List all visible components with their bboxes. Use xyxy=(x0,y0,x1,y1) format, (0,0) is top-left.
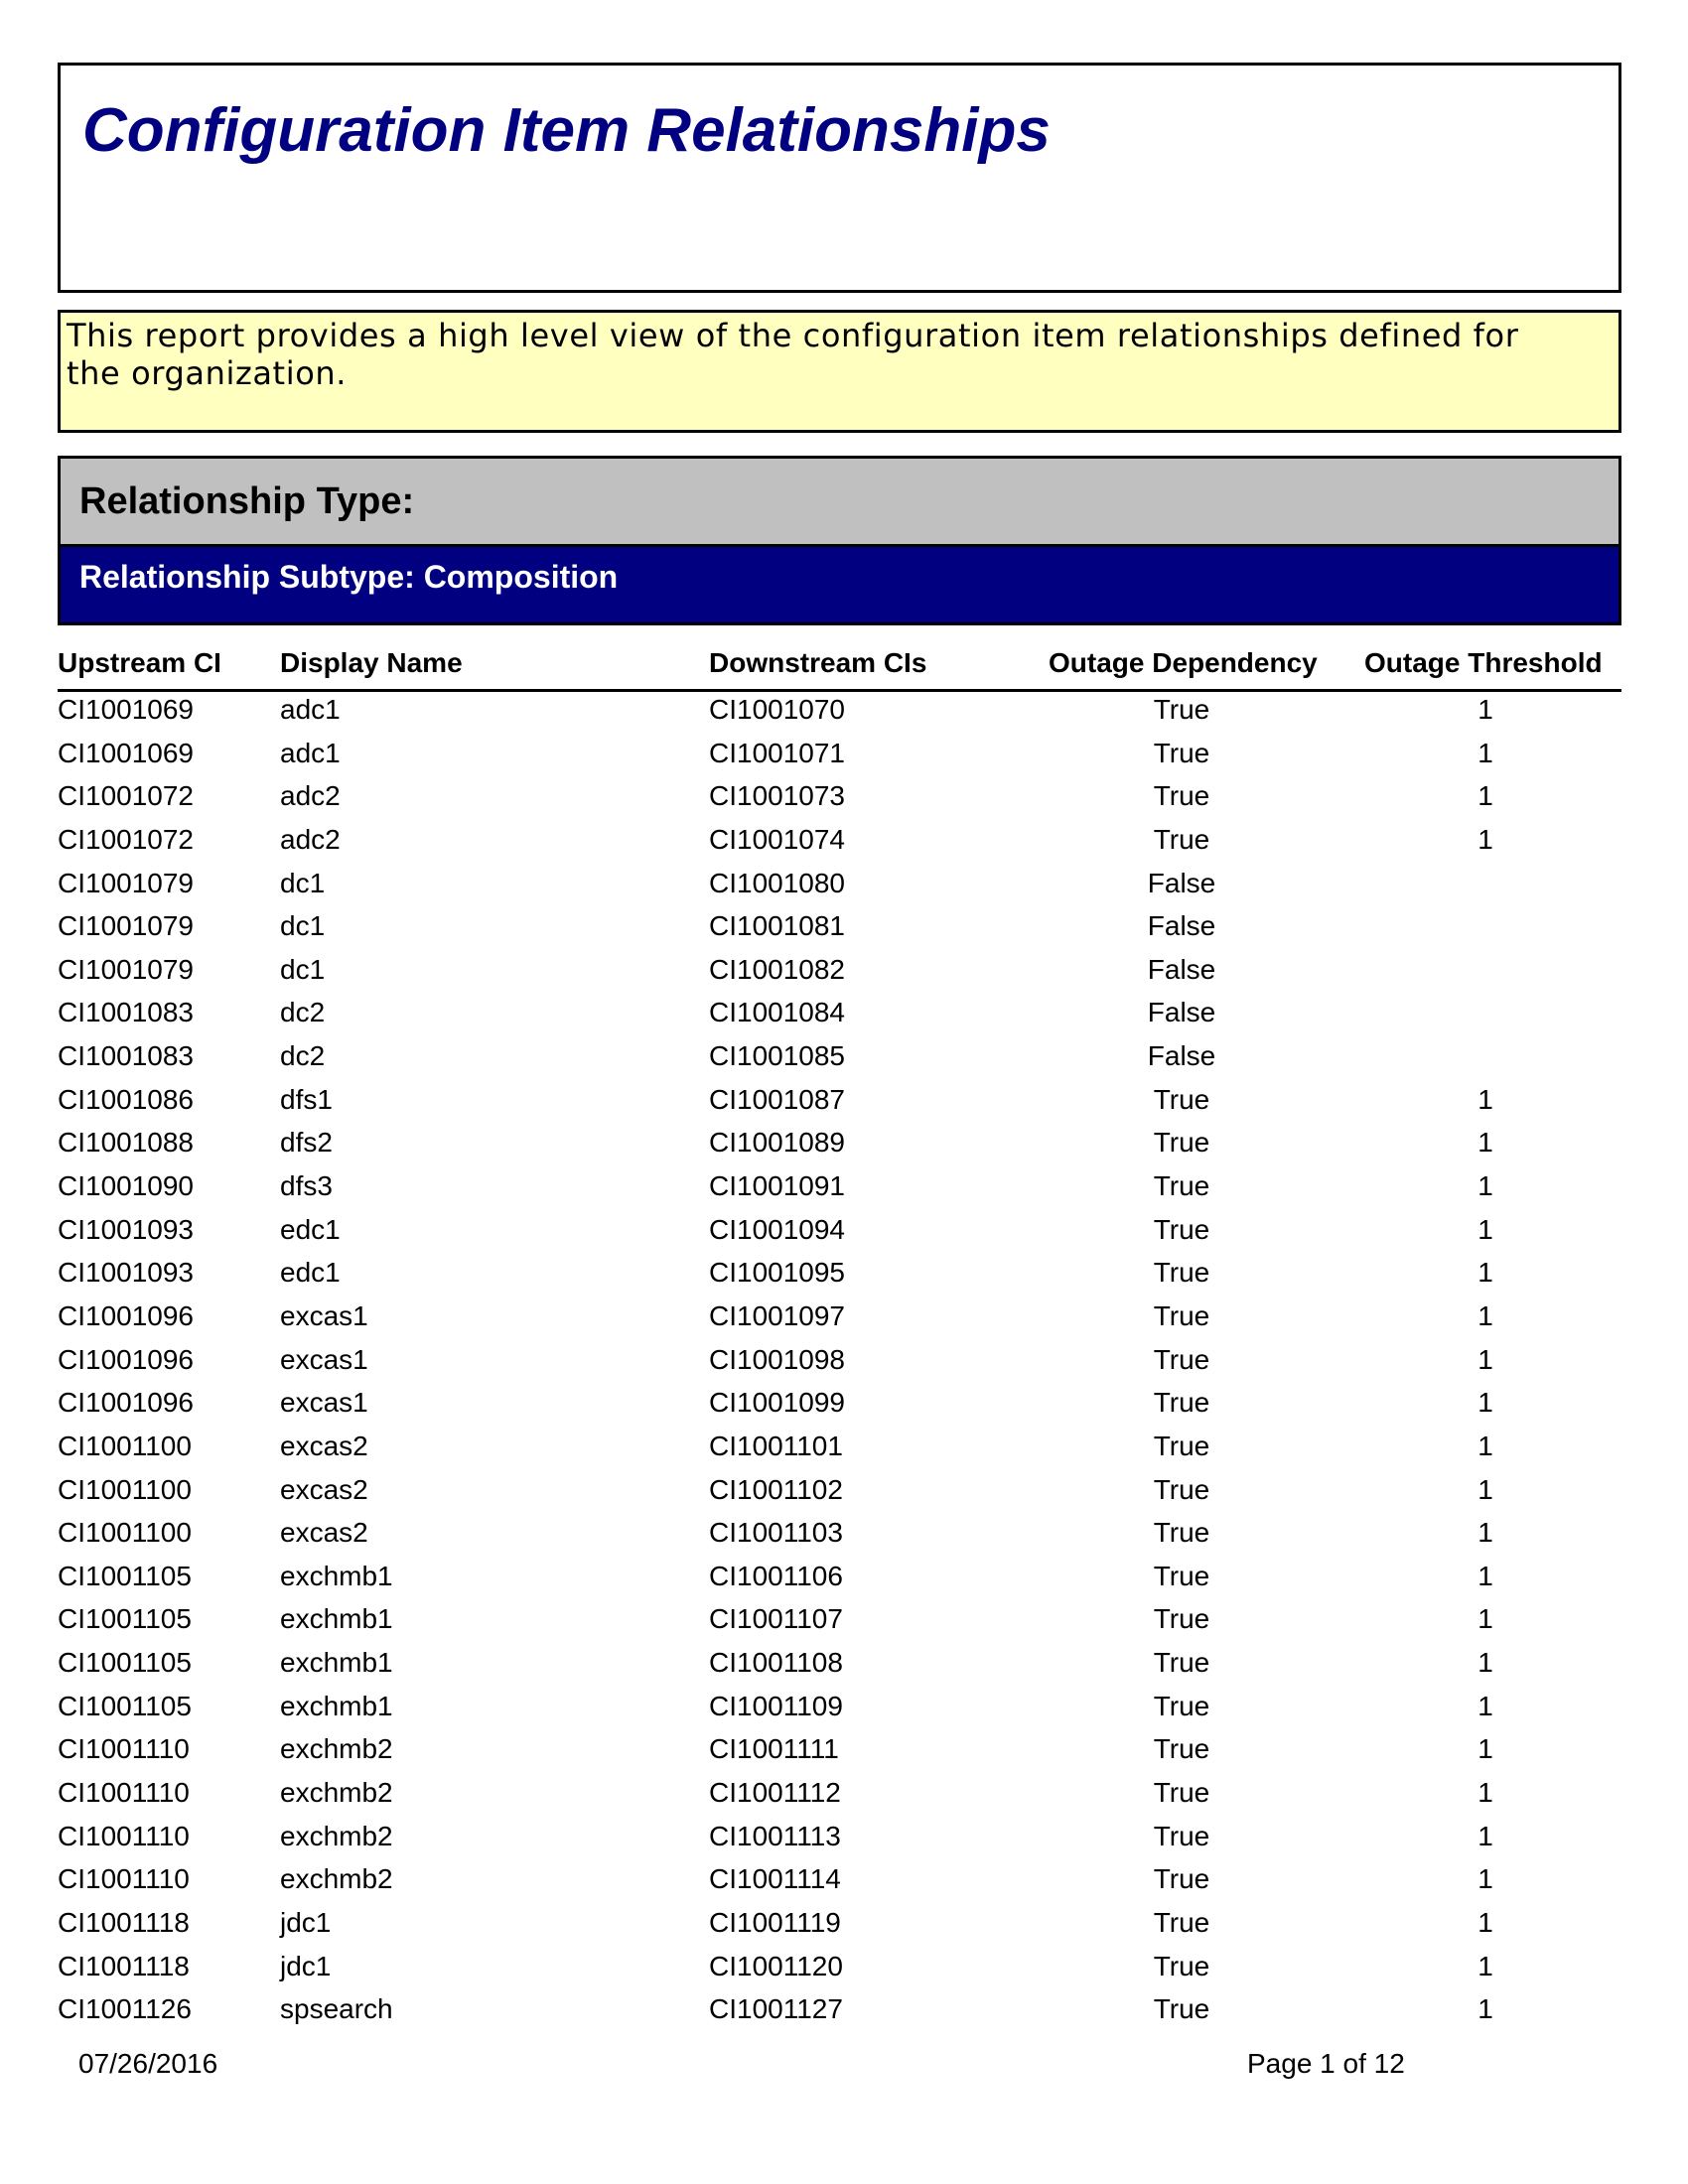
table-row xyxy=(0,1168,1688,1212)
upstream-ci-cell: CI1001069 xyxy=(58,737,195,768)
outage-dependency-cell: True xyxy=(1153,1343,1210,1375)
outage-threshold-cell: 1 xyxy=(1477,694,1493,725)
outage-dependency-cell: True xyxy=(1153,1733,1210,1765)
display-name-cell: excas2 xyxy=(280,1517,368,1549)
table-row xyxy=(0,822,1688,866)
outage-threshold-cell: 1 xyxy=(1477,737,1493,768)
downstream-ci-cell: CI1001114 xyxy=(709,1863,841,1895)
report-description: This report provides a high level view of the configuration item relationships defined for the organization. xyxy=(67,317,1519,392)
title-box xyxy=(58,63,1621,293)
display-name-cell: adc2 xyxy=(280,823,341,855)
outage-dependency-cell: True xyxy=(1153,1127,1210,1159)
upstream-ci-cell: CI1001105 xyxy=(58,1690,192,1721)
table-row xyxy=(0,1775,1688,1819)
outage-threshold-cell: 1 xyxy=(1477,1950,1493,1981)
display-name-cell: exchmb2 xyxy=(280,1863,393,1895)
display-name-cell: excas1 xyxy=(280,1299,368,1331)
footer-date: 07/26/2016 xyxy=(78,2048,218,2079)
outage-dependency-cell: True xyxy=(1153,737,1210,768)
table-row xyxy=(0,1731,1688,1775)
display-name-cell: adc2 xyxy=(280,780,341,812)
outage-dependency-cell: True xyxy=(1153,1906,1210,1938)
table-row xyxy=(0,778,1688,822)
upstream-ci-cell: CI1001079 xyxy=(58,910,195,942)
upstream-ci-cell: CI1001110 xyxy=(58,1863,190,1895)
column-header-outage-threshold: Outage Threshold xyxy=(1364,647,1603,678)
display-name-cell: adc1 xyxy=(280,737,341,768)
downstream-ci-cell: CI1001106 xyxy=(709,1560,843,1591)
downstream-ci-cell: CI1001111 xyxy=(709,1733,839,1765)
downstream-ci-cell: CI1001097 xyxy=(709,1299,846,1331)
upstream-ci-cell: CI1001079 xyxy=(58,953,195,985)
table-row xyxy=(0,1385,1688,1429)
outage-dependency-cell: True xyxy=(1153,780,1210,812)
downstream-ci-cell: CI1001080 xyxy=(709,867,846,898)
upstream-ci-cell: CI1001093 xyxy=(58,1257,195,1289)
upstream-ci-cell: CI1001100 xyxy=(58,1517,192,1549)
outage-dependency-cell: True xyxy=(1153,1430,1210,1461)
outage-threshold-cell: 1 xyxy=(1477,1127,1493,1159)
downstream-ci-cell: CI1001120 xyxy=(709,1950,843,1981)
footer-page-number: Page 1 of 12 xyxy=(1247,2048,1405,2079)
outage-threshold-cell: 1 xyxy=(1477,1257,1493,1289)
table-row xyxy=(0,1472,1688,1516)
table-row xyxy=(0,1082,1688,1126)
outage-dependency-cell: False xyxy=(1147,867,1216,898)
display-name-cell: dfs3 xyxy=(280,1170,333,1202)
outage-threshold-cell: 1 xyxy=(1477,1863,1493,1895)
table-row xyxy=(0,1601,1688,1645)
display-name-cell: excas1 xyxy=(280,1387,368,1419)
downstream-ci-cell: CI1001073 xyxy=(709,780,846,812)
outage-dependency-cell: True xyxy=(1153,1777,1210,1809)
outage-threshold-cell: 1 xyxy=(1477,1517,1493,1549)
display-name-cell: exchmb2 xyxy=(280,1733,393,1765)
table-row xyxy=(0,1515,1688,1559)
report-title: Configuration Item Relationships xyxy=(82,96,1051,165)
outage-dependency-cell: True xyxy=(1153,1213,1210,1245)
outage-threshold-cell: 1 xyxy=(1477,1083,1493,1115)
table-row xyxy=(0,1342,1688,1386)
table-row xyxy=(0,692,1688,736)
display-name-cell: exchmb2 xyxy=(280,1820,393,1851)
outage-threshold-cell: 1 xyxy=(1477,1560,1493,1591)
display-name-cell: excas2 xyxy=(280,1430,368,1461)
column-header-downstream-cis: Downstream CIs xyxy=(709,647,927,678)
relationship-subtype-band xyxy=(61,547,1618,622)
downstream-ci-cell: CI1001102 xyxy=(709,1473,843,1505)
upstream-ci-cell: CI1001083 xyxy=(58,997,195,1028)
display-name-cell: exchmb1 xyxy=(280,1647,393,1679)
upstream-ci-cell: CI1001118 xyxy=(58,1950,190,1981)
display-name-cell: exchmb2 xyxy=(280,1777,393,1809)
upstream-ci-cell: CI1001093 xyxy=(58,1213,195,1245)
display-name-cell: spsearch xyxy=(280,1993,393,2025)
upstream-ci-cell: CI1001088 xyxy=(58,1127,195,1159)
display-name-cell: edc1 xyxy=(280,1257,341,1289)
display-name-cell: dc2 xyxy=(280,997,326,1028)
outage-dependency-cell: True xyxy=(1153,1950,1210,1981)
relationship-group-header xyxy=(58,456,1621,625)
outage-dependency-cell: True xyxy=(1153,1993,1210,2025)
downstream-ci-cell: CI1001099 xyxy=(709,1387,846,1419)
table-body xyxy=(0,692,1688,2035)
outage-threshold-cell: 1 xyxy=(1477,1430,1493,1461)
downstream-ci-cell: CI1001087 xyxy=(709,1083,846,1115)
outage-threshold-cell: 1 xyxy=(1477,1647,1493,1679)
outage-threshold-cell: 1 xyxy=(1477,1820,1493,1851)
upstream-ci-cell: CI1001110 xyxy=(58,1777,190,1809)
table-row xyxy=(0,1949,1688,1992)
upstream-ci-cell: CI1001118 xyxy=(58,1906,190,1938)
upstream-ci-cell: CI1001086 xyxy=(58,1083,195,1115)
display-name-cell: excas1 xyxy=(280,1343,368,1375)
downstream-ci-cell: CI1001098 xyxy=(709,1343,846,1375)
downstream-ci-cell: CI1001070 xyxy=(709,694,846,725)
downstream-ci-cell: CI1001094 xyxy=(709,1213,846,1245)
downstream-ci-cell: CI1001112 xyxy=(709,1777,841,1809)
upstream-ci-cell: CI1001105 xyxy=(58,1560,192,1591)
display-name-cell: dc1 xyxy=(280,867,326,898)
table-row xyxy=(0,1645,1688,1689)
table-row xyxy=(0,1298,1688,1342)
upstream-ci-cell: CI1001069 xyxy=(58,694,195,725)
table-row xyxy=(0,1255,1688,1298)
column-header-display-name: Display Name xyxy=(280,647,463,678)
display-name-cell: dc2 xyxy=(280,1040,326,1072)
downstream-ci-cell: CI1001119 xyxy=(709,1906,841,1938)
outage-threshold-cell: 1 xyxy=(1477,1213,1493,1245)
relationship-type-label: Relationship Type: xyxy=(79,480,415,522)
downstream-ci-cell: CI1001109 xyxy=(709,1690,843,1721)
table-row xyxy=(0,952,1688,996)
relationship-type-band xyxy=(61,459,1618,547)
display-name-cell: exchmb1 xyxy=(280,1560,393,1591)
outage-threshold-cell: 1 xyxy=(1477,1733,1493,1765)
outage-dependency-cell: True xyxy=(1153,694,1210,725)
table-row xyxy=(0,1125,1688,1168)
outage-dependency-cell: True xyxy=(1153,1603,1210,1635)
outage-threshold-cell: 1 xyxy=(1477,1343,1493,1375)
upstream-ci-cell: CI1001126 xyxy=(58,1993,192,2025)
table-row xyxy=(0,736,1688,779)
upstream-ci-cell: CI1001096 xyxy=(58,1299,195,1331)
upstream-ci-cell: CI1001105 xyxy=(58,1603,192,1635)
outage-dependency-cell: False xyxy=(1147,910,1216,942)
outage-dependency-cell: True xyxy=(1153,1257,1210,1289)
table-row xyxy=(0,1819,1688,1862)
outage-dependency-cell: True xyxy=(1153,823,1210,855)
display-name-cell: dc1 xyxy=(280,910,326,942)
upstream-ci-cell: CI1001083 xyxy=(58,1040,195,1072)
upstream-ci-cell: CI1001110 xyxy=(58,1820,190,1851)
downstream-ci-cell: CI1001103 xyxy=(709,1517,843,1549)
downstream-ci-cell: CI1001107 xyxy=(709,1603,843,1635)
table-row xyxy=(0,1905,1688,1949)
upstream-ci-cell: CI1001110 xyxy=(58,1733,190,1765)
outage-dependency-cell: True xyxy=(1153,1863,1210,1895)
outage-dependency-cell: True xyxy=(1153,1820,1210,1851)
outage-threshold-cell: 1 xyxy=(1477,1170,1493,1202)
outage-dependency-cell: False xyxy=(1147,953,1216,985)
outage-dependency-cell: True xyxy=(1153,1473,1210,1505)
outage-dependency-cell: True xyxy=(1153,1647,1210,1679)
relationship-subtype-label: Relationship Subtype: Composition xyxy=(79,559,619,595)
outage-dependency-cell: True xyxy=(1153,1170,1210,1202)
table-row xyxy=(0,1861,1688,1905)
table-row xyxy=(0,1559,1688,1602)
display-name-cell: jdc1 xyxy=(280,1950,332,1981)
table-row xyxy=(0,1429,1688,1472)
outage-dependency-cell: True xyxy=(1153,1517,1210,1549)
downstream-ci-cell: CI1001095 xyxy=(709,1257,846,1289)
outage-threshold-cell: 1 xyxy=(1477,1603,1493,1635)
upstream-ci-cell: CI1001072 xyxy=(58,780,195,812)
upstream-ci-cell: CI1001100 xyxy=(58,1430,192,1461)
upstream-ci-cell: CI1001100 xyxy=(58,1473,192,1505)
outage-threshold-cell: 1 xyxy=(1477,1777,1493,1809)
downstream-ci-cell: CI1001127 xyxy=(709,1993,843,2025)
table-row xyxy=(0,1689,1688,1732)
description-box xyxy=(58,310,1621,433)
outage-threshold-cell: 1 xyxy=(1477,1993,1493,2025)
downstream-ci-cell: CI1001108 xyxy=(709,1647,843,1679)
upstream-ci-cell: CI1001096 xyxy=(58,1387,195,1419)
table-row xyxy=(0,1038,1688,1082)
table-row xyxy=(0,995,1688,1038)
outage-threshold-cell: 1 xyxy=(1477,1690,1493,1721)
upstream-ci-cell: CI1001079 xyxy=(58,867,195,898)
table-row xyxy=(0,866,1688,909)
column-header-outage-dependency: Outage Dependency xyxy=(1049,647,1318,678)
display-name-cell: exchmb1 xyxy=(280,1690,393,1721)
outage-threshold-cell: 1 xyxy=(1477,1299,1493,1331)
upstream-ci-cell: CI1001072 xyxy=(58,823,195,855)
downstream-ci-cell: CI1001074 xyxy=(709,823,846,855)
display-name-cell: dfs2 xyxy=(280,1127,333,1159)
downstream-ci-cell: CI1001101 xyxy=(709,1430,843,1461)
outage-threshold-cell: 1 xyxy=(1477,823,1493,855)
downstream-ci-cell: CI1001085 xyxy=(709,1040,846,1072)
downstream-ci-cell: CI1001084 xyxy=(709,997,846,1028)
display-name-cell: edc1 xyxy=(280,1213,341,1245)
display-name-cell: exchmb1 xyxy=(280,1603,393,1635)
table-row xyxy=(0,908,1688,952)
outage-threshold-cell: 1 xyxy=(1477,1387,1493,1419)
outage-dependency-cell: True xyxy=(1153,1387,1210,1419)
outage-threshold-cell: 1 xyxy=(1477,1473,1493,1505)
display-name-cell: dfs1 xyxy=(280,1083,333,1115)
outage-dependency-cell: True xyxy=(1153,1560,1210,1591)
outage-dependency-cell: False xyxy=(1147,1040,1216,1072)
downstream-ci-cell: CI1001089 xyxy=(709,1127,846,1159)
downstream-ci-cell: CI1001113 xyxy=(709,1820,841,1851)
downstream-ci-cell: CI1001081 xyxy=(709,910,846,942)
upstream-ci-cell: CI1001090 xyxy=(58,1170,195,1202)
display-name-cell: excas2 xyxy=(280,1473,368,1505)
outage-threshold-cell: 1 xyxy=(1477,1906,1493,1938)
outage-dependency-cell: True xyxy=(1153,1299,1210,1331)
outage-dependency-cell: True xyxy=(1153,1690,1210,1721)
downstream-ci-cell: CI1001071 xyxy=(709,737,846,768)
upstream-ci-cell: CI1001096 xyxy=(58,1343,195,1375)
display-name-cell: adc1 xyxy=(280,694,341,725)
column-header-upstream-ci: Upstream CI xyxy=(58,647,221,678)
display-name-cell: dc1 xyxy=(280,953,326,985)
display-name-cell: jdc1 xyxy=(280,1906,332,1938)
outage-threshold-cell: 1 xyxy=(1477,780,1493,812)
downstream-ci-cell: CI1001082 xyxy=(709,953,846,985)
table-row xyxy=(0,1212,1688,1256)
outage-dependency-cell: True xyxy=(1153,1083,1210,1115)
upstream-ci-cell: CI1001105 xyxy=(58,1647,192,1679)
outage-dependency-cell: False xyxy=(1147,997,1216,1028)
table-row xyxy=(0,1991,1688,2035)
downstream-ci-cell: CI1001091 xyxy=(709,1170,846,1202)
